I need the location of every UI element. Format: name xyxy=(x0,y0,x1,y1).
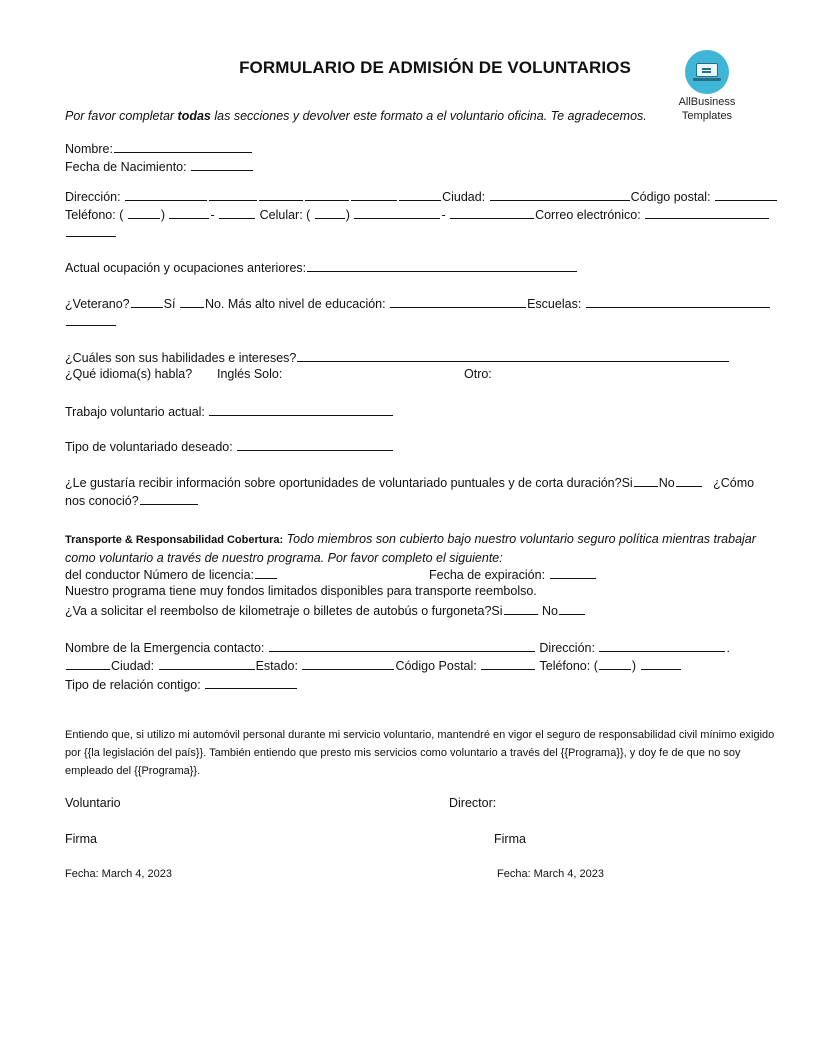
licencia-row: del conductor Número de licencia: xyxy=(65,566,278,582)
logo-line1: AllBusiness xyxy=(678,96,736,108)
escuelas-field[interactable] xyxy=(586,295,770,308)
director-label: Director: xyxy=(449,796,497,810)
fecha-nacimiento-field[interactable] xyxy=(191,158,253,171)
reembolso-no-field[interactable] xyxy=(559,602,585,615)
fecha-right-label: Fecha: March 4, 2023 xyxy=(497,868,605,880)
emergencia-telefono-area-field[interactable] xyxy=(599,657,631,670)
relacion-field[interactable] xyxy=(205,676,297,689)
ciudad-field[interactable] xyxy=(490,188,630,201)
ingles-label: Inglés Solo: xyxy=(217,367,283,381)
licencia-field[interactable] xyxy=(255,566,277,579)
relacion-row: Tipo de relación contigo: xyxy=(65,676,298,692)
educacion-field[interactable] xyxy=(390,295,526,308)
idioma-label: ¿Qué idioma(s) habla? xyxy=(65,367,193,381)
info-row: ¿Le gustaría recibir información sobre oportunidades de voluntariado puntuales y de corta duración?Si No ¿Cómo xyxy=(65,476,755,490)
voluntario-label: Voluntario xyxy=(65,796,121,810)
ocupacion-row: Actual ocupación y ocupaciones anteriores: xyxy=(65,259,578,275)
reembolso-si-field[interactable] xyxy=(504,602,538,615)
emergencia-direccion-field[interactable] xyxy=(599,639,725,652)
emergencia-nombre-row: Nombre de la Emergencia contacto: Dirección: . xyxy=(65,641,730,655)
direccion-row: Dirección: Ciudad: Código postal: xyxy=(65,188,778,204)
veterano-no-field[interactable] xyxy=(180,295,204,308)
emergencia-ciudad-row: Ciudad: Estado: Código Postal: Teléfono: ( ) xyxy=(65,657,682,673)
form-title: FORMULARIO DE ADMISIÓN DE VOLUNTARIOS xyxy=(239,58,631,77)
tipo-deseado-row: Tipo de voluntariado deseado: xyxy=(65,438,394,454)
expiracion-row: Fecha de expiración: xyxy=(429,566,597,582)
nombre-field[interactable] xyxy=(114,140,252,153)
fecha-left-label: Fecha: March 4, 2023 xyxy=(65,868,173,880)
trabajo-actual-field[interactable] xyxy=(209,403,393,416)
celular-field[interactable] xyxy=(354,206,440,219)
intro-text: Por favor completar todas las secciones y devolver este formato a el voluntario oficina. Te agradecemos. xyxy=(65,109,647,123)
firma-right-label: Firma xyxy=(494,832,526,846)
emergencia-ciudad-field[interactable] xyxy=(159,657,255,670)
celular-area-field[interactable] xyxy=(315,206,345,219)
otro-label: Otro: xyxy=(464,367,492,381)
emergencia-estado-field[interactable] xyxy=(302,657,394,670)
veterano-si-field[interactable] xyxy=(131,295,163,308)
fecha-nacimiento-row: Fecha de Nacimiento: xyxy=(65,158,254,174)
veterano-row: ¿Veterano? Sí No. Más alto nivel de educación: Escuelas: xyxy=(65,295,771,311)
nos-conocio-field[interactable] xyxy=(140,492,198,505)
reembolso-row: ¿Va a solicitar el reembolso de kilometraje o billetes de autobús o furgoneta?Si No xyxy=(65,602,586,618)
emergencia-telefono-field[interactable] xyxy=(641,657,681,670)
emergencia-nombre-field[interactable] xyxy=(269,639,535,652)
statement-text: Entiendo que, si utilizo mi automóvil personal durante mi servicio voluntario, mantendré en vigor el seguro de responsabilidad civil mínimo exigido por {{la legislación del país}}. También entiendo que presto mis servicios como voluntario a través del {{Programa}}, y doy fe de que no soy empleado del {{Programa}}. xyxy=(65,729,775,777)
ocupacion-field[interactable] xyxy=(307,259,577,272)
telefono-row: Teléfono: ( ) - Celular: ( ) - Correo electrónico: xyxy=(65,206,770,222)
tipo-deseado-field[interactable] xyxy=(237,438,393,451)
nombre-row: Nombre: xyxy=(65,140,253,156)
telefono-area-field[interactable] xyxy=(128,206,160,219)
codigo-postal-field[interactable] xyxy=(715,188,777,201)
telefono-field[interactable] xyxy=(169,206,209,219)
trabajo-actual-row: Trabajo voluntario actual: xyxy=(65,403,394,419)
habilidades-row: ¿Cuáles son sus habilidades e intereses? xyxy=(65,349,730,365)
info-no-field[interactable] xyxy=(676,474,702,487)
transport-section: Transporte & Responsabilidad Cobertura: Todo miembros son cubierto bajo nuestro voluntario seguro política mientras trabajar como voluntario a través de nuestro programa. Por favor completo el siguiente: xyxy=(65,532,756,565)
direccion-field[interactable] xyxy=(125,188,207,201)
nos-conocio-row: nos conoció? xyxy=(65,492,199,508)
brand-logo xyxy=(674,50,740,122)
logo-line2: Templates xyxy=(681,110,733,122)
expiracion-field[interactable] xyxy=(550,566,596,579)
fondos-text: Nuestro programa tiene muy fondos limitados disponibles para transporte reembolso. xyxy=(65,584,537,598)
correo-field[interactable] xyxy=(645,206,769,219)
emergencia-codigo-field[interactable] xyxy=(481,657,535,670)
laptop-icon xyxy=(685,50,729,94)
habilidades-field[interactable] xyxy=(297,349,729,362)
firma-left-label: Firma xyxy=(65,832,97,846)
info-si-field[interactable] xyxy=(634,474,658,487)
